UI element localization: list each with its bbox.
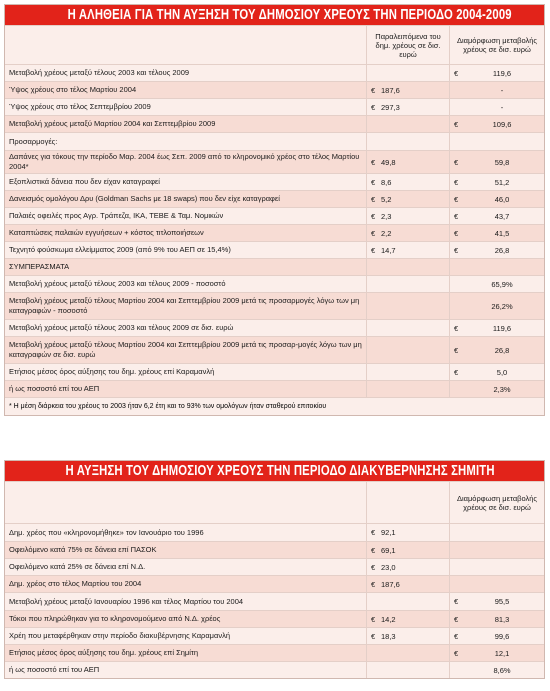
row-amount-value: 49,8 [381, 157, 396, 167]
row-change-value: 51,2 [494, 177, 510, 187]
row-change-value: 8,6% [493, 665, 511, 675]
row-change-cell [449, 593, 544, 610]
row-label: Μεταβολή χρέους μεταξύ Ιανουαρίου 1996 και τέλος Μαρτίου του 2004 [9, 596, 244, 606]
euro-sign: € [371, 562, 376, 572]
row-change-cell [449, 133, 544, 150]
table-row [5, 380, 544, 397]
table2-title [5, 461, 544, 481]
row-amount-value: 8,6 [381, 177, 392, 187]
row-amount-value: 2,2 [381, 228, 392, 238]
row-label: Ύψος χρέους στο τέλος Μαρτίου 2004 [9, 85, 137, 94]
table-row [5, 115, 544, 132]
row-change-cell [449, 611, 544, 627]
row-amount-cell [366, 593, 449, 610]
row-change-cell [449, 99, 544, 115]
row-change-cell [449, 151, 544, 173]
euro-sign: € [371, 245, 376, 255]
row-amount-cell [366, 65, 449, 81]
table-row [5, 363, 544, 380]
row-change-value: 26,8 [494, 245, 510, 255]
row-change-cell [449, 208, 544, 224]
row-label: Μεταβολή χρέους μεταξύ Μαρτίου 2004 και Σεπτεμβρίου 2009 [9, 119, 216, 128]
row-label: Οφειλόμενο κατά 25% σε δάνεια επί Ν.Δ. [9, 562, 146, 571]
row-change-value: 26,8 [494, 345, 510, 355]
row-label: Μεταβολή χρέους μεταξύ τέλους Μαρτίου 2004 και Σεπτεμβρίου 2009 μετά τις προσαρμογές λόγω των μη καταγραφών - ποσοστό [9, 296, 360, 315]
row-amount-cell [366, 628, 449, 644]
row-amount-cell [366, 381, 449, 397]
row-change-cell [449, 576, 544, 592]
table-row [5, 644, 544, 661]
row-change-cell [449, 320, 544, 336]
row-amount-cell [366, 116, 449, 132]
table-row [5, 132, 544, 150]
row-change-value: 43,7 [494, 211, 510, 221]
table-row [5, 558, 544, 575]
table1-footnote: * Η μέση διάρκεια του χρέους το 2003 ήταν 6,2 έτη και το 93% των ομολόγων ήταν σταθερού επιτοκίου [5, 397, 544, 415]
table1-header-row [5, 25, 544, 64]
euro-sign: € [454, 631, 459, 641]
table-row [5, 627, 544, 644]
euro-sign: € [454, 211, 459, 221]
table2-col2-header [366, 482, 449, 523]
row-change-cell [449, 259, 544, 275]
row-amount-value: 2,3 [381, 211, 392, 221]
euro-sign: € [454, 648, 459, 658]
row-change-cell [449, 524, 544, 541]
row-amount-value: 18,3 [381, 631, 396, 641]
row-label: Χρέη που μεταφέρθηκαν στην περίοδο διακυβέρνησης Καραμανλή [9, 631, 230, 640]
euro-sign: € [454, 245, 459, 255]
table2-title-text: Η ΑΥΞΗΣΗ ΤΟΥ ΔΗΜΟΣΙΟΥ ΧΡΕΟΥΣ ΤΗΝ ΠΕΡΙΟΔΟ ΔΙΑΚΥΒΕΡΝΗΣΗΣ ΣΗΜΙΤΗ [65, 463, 495, 479]
row-amount-cell [366, 174, 449, 190]
row-label: Μεταβολή χρέους μεταξύ τέλους 2003 και τέλους 2009 [9, 68, 190, 77]
euro-sign: € [454, 614, 459, 624]
row-change-value: 26,2% [491, 301, 513, 311]
row-label: Καταπτώσεις παλαιών εγγυήσεων + κόστος τιτλοποιήσεων [9, 228, 204, 237]
euro-sign: € [454, 228, 459, 238]
row-change-cell [449, 645, 544, 661]
row-label: Παλαιές οφειλές προς Αγρ. Τράπεζα, ΙΚΑ, ΤΕΒΕ & Ταμ. Νομικών [9, 211, 224, 220]
row-label: Προσαρμογές: [9, 136, 58, 146]
row-amount-cell [366, 320, 449, 336]
row-change-cell [449, 542, 544, 558]
row-change-value: - [500, 85, 504, 95]
row-change-cell [449, 276, 544, 292]
row-label: Τεχνητό φούσκωμα ελλείμματος 2009 (από 9% του ΑΕΠ σε 15,4%) [9, 245, 231, 254]
row-label: Οφειλόμενο κατά 75% σε δάνεια επί ΠΑΣΟΚ [9, 545, 157, 554]
row-amount-cell [366, 151, 449, 173]
row-change-cell [449, 116, 544, 132]
row-label: Δημ. χρέος που «κληρονομήθηκε» τον Ιανουάριο του 1996 [9, 527, 204, 537]
row-amount-cell [366, 611, 449, 627]
table1-col3-header: Διαμόρφωση μεταβολής χρέους σε δισ. ευρώ [449, 26, 544, 64]
table-row [5, 523, 544, 541]
row-amount-value: 23,0 [381, 562, 396, 572]
row-amount-cell [366, 82, 449, 98]
row-amount-cell [366, 293, 449, 319]
row-change-cell [449, 381, 544, 397]
row-change-value: 2,3% [493, 384, 511, 394]
row-change-cell [449, 662, 544, 678]
row-amount-value: 14,7 [381, 245, 396, 255]
debt-simitis-table [4, 460, 545, 679]
table-row [5, 292, 544, 319]
euro-sign: € [371, 102, 376, 112]
row-change-value: 41,5 [494, 228, 510, 238]
row-amount-cell [366, 576, 449, 592]
row-amount-value: 69,1 [381, 545, 396, 555]
row-amount-cell [366, 337, 449, 363]
row-change-cell [449, 293, 544, 319]
euro-sign: € [371, 85, 376, 95]
row-change-value: 109,6 [492, 119, 512, 129]
row-change-cell [449, 337, 544, 363]
euro-sign: € [454, 119, 459, 129]
row-label: ΣΥΜΠΕΡΑΣΜΑΤΑ [9, 262, 70, 271]
row-amount-cell [366, 225, 449, 241]
row-change-cell [449, 225, 544, 241]
table2-body [5, 523, 544, 678]
euro-sign: € [454, 345, 459, 355]
euro-sign: € [371, 194, 376, 204]
table-row [5, 592, 544, 610]
table-row [5, 541, 544, 558]
row-label: Δημ. χρέος στο τέλος Μαρτίου του 2004 [9, 579, 142, 588]
row-change-value: 5,0 [496, 367, 508, 377]
row-amount-cell [366, 259, 449, 275]
row-amount-cell [366, 276, 449, 292]
row-amount-cell [366, 191, 449, 207]
euro-sign: € [454, 323, 459, 333]
table-row [5, 173, 544, 190]
table1-col2-header: Παραλειπόμενα του δημ. χρέους σε δισ. ευρώ [366, 26, 449, 64]
table-row [5, 258, 544, 275]
row-change-value: - [500, 102, 504, 112]
euro-sign: € [454, 597, 459, 606]
table-row [5, 610, 544, 627]
table-row [5, 98, 544, 115]
row-change-value: 65,9% [491, 279, 513, 289]
row-amount-value: 92,1 [381, 528, 396, 537]
euro-sign: € [371, 614, 376, 624]
euro-sign: € [371, 545, 376, 555]
euro-sign: € [454, 194, 459, 204]
table1-body [5, 64, 544, 397]
row-change-value: 119,6 [492, 68, 512, 78]
table-row [5, 336, 544, 363]
euro-sign: € [371, 157, 376, 167]
row-change-value: 119,6 [492, 323, 512, 333]
row-amount-cell [366, 364, 449, 380]
table-row [5, 661, 544, 678]
euro-sign: € [371, 579, 376, 589]
row-label: Δαπάνες για τόκους την περίοδο Μαρ. 2004 έως Σεπ. 2009 από το κληρονομικό χρέος στο τέλος Μαρτίου 2004* [9, 152, 360, 171]
euro-sign: € [371, 528, 376, 537]
row-label: Ύψος χρέους στο τέλος Σεπτεμβρίου 2009 [9, 102, 151, 111]
row-change-cell [449, 174, 544, 190]
table-row [5, 575, 544, 592]
row-label: ή ως ποσοστό επί του ΑΕΠ [9, 384, 100, 393]
table-row [5, 207, 544, 224]
row-amount-cell [366, 662, 449, 678]
euro-sign: € [454, 68, 459, 78]
table-row [5, 81, 544, 98]
row-change-value: 95,5 [494, 597, 510, 606]
row-change-cell [449, 82, 544, 98]
table1-header-blank [5, 26, 366, 64]
table1-title-text: Η ΑΛΗΘΕΙΑ ΓΙΑ ΤΗΝ ΑΥΞΗΣΗ ΤΟΥ ΔΗΜΟΣΙΟΥ ΧΡΕΟΥΣ ΤΗΝ ΠΕΡΙΟΔΟ 2004-2009 [67, 7, 512, 23]
table-row [5, 190, 544, 207]
table-row [5, 150, 544, 173]
euro-sign: € [371, 211, 376, 221]
table-row [5, 319, 544, 336]
table-row [5, 241, 544, 258]
row-change-value: 59,8 [494, 157, 510, 167]
row-change-cell [449, 559, 544, 575]
table-row [5, 224, 544, 241]
row-amount-cell [366, 99, 449, 115]
row-change-cell [449, 242, 544, 258]
table2-col3-header: Διαμόρφωση μεταβολής χρέους σε δισ. ευρώ [449, 482, 544, 523]
row-amount-value: 297,3 [381, 102, 400, 112]
row-amount-cell [366, 559, 449, 575]
table2-header-row [5, 481, 544, 523]
row-label: Τόκοι που πληρώθηκαν για το κληρονομούμενο από Ν.Δ. χρέος [9, 614, 221, 623]
table-row [5, 64, 544, 81]
row-amount-value: 187,6 [381, 579, 400, 589]
row-label: Μεταβολή χρέους μεταξύ τέλους Μαρτίου 2004 και Σεπτεμβρίου 2009 μετά τις προσαρ-μογές λόγω των μη καταγραφών σε δισ. ευρώ [9, 340, 362, 359]
row-label: Εξοπλιστικά δάνεια που δεν είχαν καταγραφεί [9, 177, 160, 186]
row-amount-value: 187,6 [381, 85, 400, 95]
row-change-value: 81,3 [494, 614, 510, 624]
table1-title [5, 5, 544, 25]
euro-sign: € [454, 177, 459, 187]
row-amount-cell [366, 242, 449, 258]
table2-header-blank [5, 482, 366, 523]
euro-sign: € [371, 177, 376, 187]
row-change-value: 12,1 [494, 648, 510, 658]
row-amount-cell [366, 645, 449, 661]
table-row [5, 275, 544, 292]
row-amount-cell [366, 133, 449, 150]
row-amount-cell [366, 542, 449, 558]
row-label: Μεταβολή χρέους μεταξύ τέλους 2003 και τέλους 2009 σε δισ. ευρώ [9, 323, 234, 332]
row-change-cell [449, 65, 544, 81]
row-change-value: 46,0 [494, 194, 510, 204]
row-change-cell [449, 628, 544, 644]
euro-sign: € [371, 631, 376, 641]
euro-sign: € [454, 367, 459, 377]
row-change-value: 99,6 [494, 631, 510, 641]
row-amount-cell [366, 524, 449, 541]
row-label: Μεταβολή χρέους μεταξύ τέλους 2003 και τέλους 2009 - ποσοστό [9, 279, 226, 288]
row-change-cell [449, 191, 544, 207]
euro-sign: € [371, 228, 376, 238]
row-label: Δανεισμός ομολόγου Δρυ (Goldman Sachs με 18 swaps) που δεν είχε καταγραφεί [9, 194, 280, 203]
row-label: Ετήσιος μέσος όρος αύξησης του δημ. χρέους επί Σημίτη [9, 648, 198, 657]
row-amount-cell [366, 208, 449, 224]
row-change-cell [449, 364, 544, 380]
debt-2004-2009-table [4, 4, 545, 416]
row-amount-value: 5,2 [381, 194, 392, 204]
euro-sign: € [454, 157, 459, 167]
row-label: Ετήσιος μέσος όρος αύξησης του δημ. χρέους επί Καραμανλή [9, 367, 215, 376]
row-label: ή ως ποσοστό επί του ΑΕΠ [9, 665, 100, 674]
row-amount-value: 14,2 [381, 614, 396, 624]
